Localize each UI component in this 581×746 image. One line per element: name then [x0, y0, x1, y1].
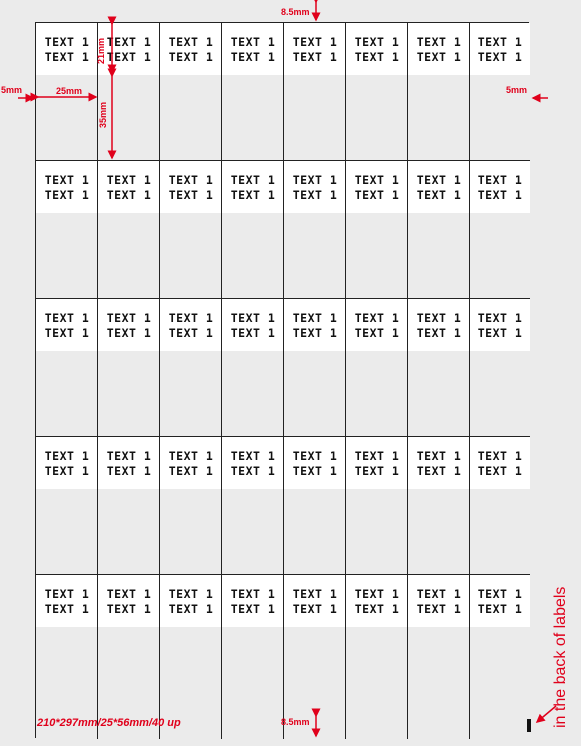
label-text-line-1: TEXT 1 — [292, 311, 338, 325]
label-text-line-1: TEXT 1 — [477, 173, 523, 187]
label-text-line-2: TEXT 1 — [354, 464, 400, 478]
label-text-line-2: TEXT 1 — [230, 602, 276, 616]
label-text-line-1: TEXT 1 — [168, 173, 214, 187]
label-text-line-2: TEXT 1 — [416, 602, 462, 616]
label-text-line-2: TEXT 1 — [477, 50, 523, 64]
label-text-line-2: TEXT 1 — [44, 602, 90, 616]
label-text-line-1: TEXT 1 — [416, 35, 462, 49]
label-text-line-1: TEXT 1 — [230, 449, 276, 463]
label-text-line-1: TEXT 1 — [168, 449, 214, 463]
bottom-margin-label: 8.5mm — [281, 717, 310, 727]
label-text-line-2: TEXT 1 — [168, 50, 214, 64]
label-text-line-1: TEXT 1 — [44, 587, 90, 601]
label-text-line-2: TEXT 1 — [354, 326, 400, 340]
label-text-line-1: TEXT 1 — [354, 173, 400, 187]
label-text-line-2: TEXT 1 — [354, 50, 400, 64]
left-margin-label: 5mm — [1, 85, 23, 95]
print-area-height-label: 21mm — [96, 37, 106, 64]
label-text-line-1: TEXT 1 — [106, 311, 152, 325]
label-text-line-1: TEXT 1 — [292, 35, 338, 49]
label-text-line-2: TEXT 1 — [477, 188, 523, 202]
label-text-line-2: TEXT 1 — [106, 188, 152, 202]
label-text-line-1: TEXT 1 — [416, 449, 462, 463]
sheet-spec-footer: 210*297mm/25*56mm/40 up — [37, 717, 181, 729]
label-text-line-2: TEXT 1 — [168, 464, 214, 478]
label-text-line-1: TEXT 1 — [168, 35, 214, 49]
top-margin-label: 8.5mm — [281, 7, 310, 17]
label-text-line-2: TEXT 1 — [477, 602, 523, 616]
orientation-marker — [527, 719, 531, 732]
right-margin-label: 5mm — [506, 85, 528, 95]
label-text-line-1: TEXT 1 — [230, 173, 276, 187]
back-of-labels-note: in the back of labels — [552, 586, 569, 728]
label-text-line-1: TEXT 1 — [106, 173, 152, 187]
label-text-line-2: TEXT 1 — [477, 326, 523, 340]
label-text-line-2: TEXT 1 — [44, 50, 90, 64]
label-text-line-1: TEXT 1 — [168, 311, 214, 325]
label-text-line-2: TEXT 1 — [354, 188, 400, 202]
label-text-line-2: TEXT 1 — [44, 188, 90, 202]
label-text-line-1: TEXT 1 — [477, 35, 523, 49]
label-text-line-2: TEXT 1 — [477, 464, 523, 478]
label-text-line-1: TEXT 1 — [416, 311, 462, 325]
label-text-line-2: TEXT 1 — [44, 326, 90, 340]
label-text-line-1: TEXT 1 — [292, 173, 338, 187]
label-text-line-2: TEXT 1 — [292, 326, 338, 340]
label-text-line-1: TEXT 1 — [416, 587, 462, 601]
label-text-line-2: TEXT 1 — [168, 326, 214, 340]
label-text-line-2: TEXT 1 — [106, 326, 152, 340]
label-text-line-2: TEXT 1 — [106, 464, 152, 478]
label-text-line-2: TEXT 1 — [44, 464, 90, 478]
label-text-line-2: TEXT 1 — [230, 464, 276, 478]
label-text-line-1: TEXT 1 — [416, 173, 462, 187]
label-height-label: 35mm — [98, 101, 108, 128]
label-text-line-2: TEXT 1 — [292, 188, 338, 202]
label-width-label: 25mm — [56, 86, 83, 96]
label-text-line-1: TEXT 1 — [477, 449, 523, 463]
label-text-line-2: TEXT 1 — [230, 188, 276, 202]
label-text-line-1: TEXT 1 — [292, 449, 338, 463]
label-text-line-2: TEXT 1 — [106, 50, 152, 64]
label-text-line-1: TEXT 1 — [230, 587, 276, 601]
label-text-line-2: TEXT 1 — [230, 326, 276, 340]
label-text-line-1: TEXT 1 — [477, 587, 523, 601]
label-text-line-2: TEXT 1 — [168, 602, 214, 616]
label-text-line-2: TEXT 1 — [416, 326, 462, 340]
label-text-line-2: TEXT 1 — [292, 602, 338, 616]
label-text-line-2: TEXT 1 — [416, 50, 462, 64]
label-text-line-1: TEXT 1 — [44, 173, 90, 187]
label-text-line-2: TEXT 1 — [354, 602, 400, 616]
label-text-line-1: TEXT 1 — [354, 449, 400, 463]
label-text-line-1: TEXT 1 — [44, 311, 90, 325]
label-text-line-2: TEXT 1 — [230, 50, 276, 64]
label-text-line-1: TEXT 1 — [44, 449, 90, 463]
label-text-line-1: TEXT 1 — [106, 449, 152, 463]
label-text-line-1: TEXT 1 — [477, 311, 523, 325]
label-text-line-1: TEXT 1 — [230, 35, 276, 49]
label-text-line-2: TEXT 1 — [416, 464, 462, 478]
label-text-line-2: TEXT 1 — [106, 602, 152, 616]
label-text-line-1: TEXT 1 — [354, 587, 400, 601]
label-text-line-1: TEXT 1 — [106, 35, 152, 49]
label-text-line-2: TEXT 1 — [416, 188, 462, 202]
label-text-line-1: TEXT 1 — [168, 587, 214, 601]
label-text-line-2: TEXT 1 — [168, 188, 214, 202]
label-text-line-1: TEXT 1 — [230, 311, 276, 325]
label-text-line-1: TEXT 1 — [354, 35, 400, 49]
label-text-line-1: TEXT 1 — [106, 587, 152, 601]
label-text-line-2: TEXT 1 — [292, 50, 338, 64]
label-text-line-1: TEXT 1 — [354, 311, 400, 325]
label-text-line-1: TEXT 1 — [292, 587, 338, 601]
label-text-line-1: TEXT 1 — [44, 35, 90, 49]
label-text-line-2: TEXT 1 — [292, 464, 338, 478]
